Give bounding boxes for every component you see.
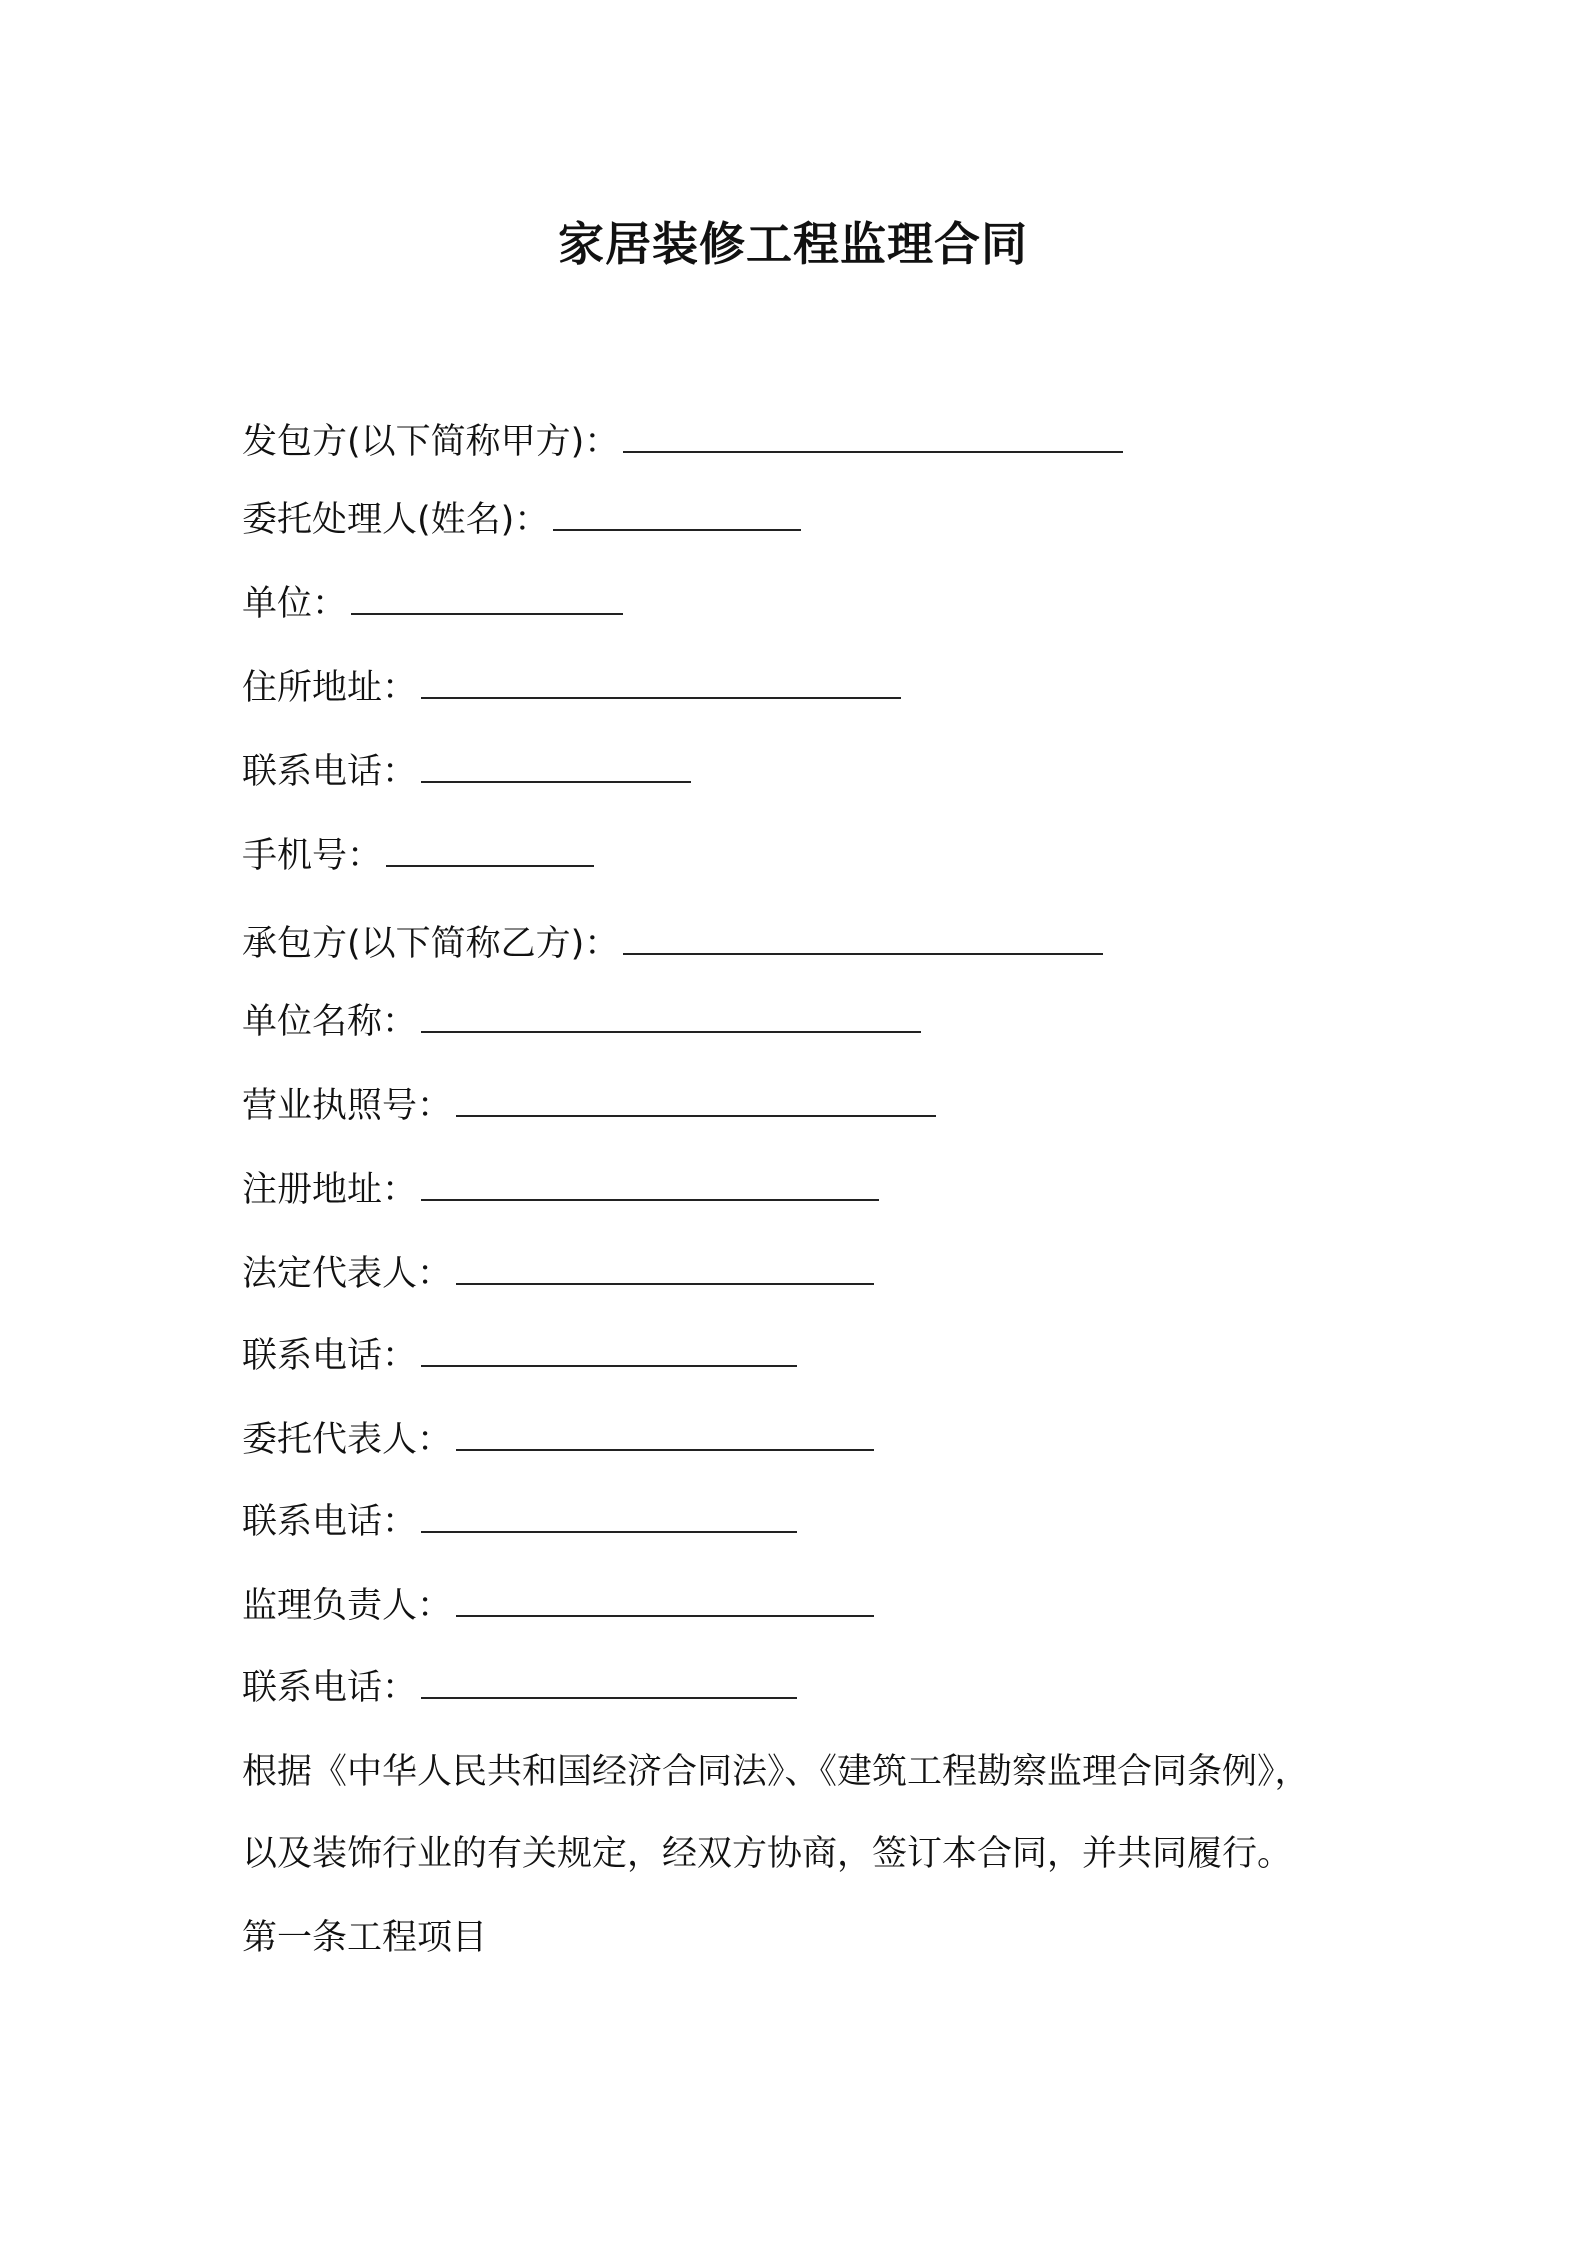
field-business-license bbox=[242, 1082, 936, 1130]
fill-in-blank[interactable] bbox=[386, 833, 594, 867]
fill-in-blank[interactable] bbox=[456, 1583, 874, 1617]
field-party-a-agent bbox=[242, 496, 801, 544]
field-label: 住所地址： bbox=[242, 668, 418, 708]
fill-in-blank[interactable] bbox=[456, 1083, 936, 1117]
fill-in-blank[interactable] bbox=[421, 1333, 797, 1367]
field-label: 联系电话： bbox=[242, 1336, 418, 1376]
field-label: 发包方(以下简称甲方)： bbox=[242, 422, 620, 462]
field-label: 联系电话： bbox=[242, 1502, 418, 1542]
fill-in-blank[interactable] bbox=[421, 665, 901, 699]
field-party-a-unit bbox=[242, 580, 623, 628]
field-label: 注册地址： bbox=[242, 1170, 418, 1210]
field-label: 营业执照号： bbox=[242, 1086, 453, 1126]
field-label: 承包方(以下简称乙方)： bbox=[242, 924, 620, 964]
field-label: 单位： bbox=[242, 584, 348, 624]
field-label: 委托代表人： bbox=[242, 1420, 453, 1460]
field-label: 手机号： bbox=[242, 836, 383, 876]
field-party-a-mobile bbox=[242, 832, 594, 880]
document-title: 家居装修工程监理合同 bbox=[558, 217, 1028, 271]
fill-in-blank[interactable] bbox=[456, 1417, 874, 1451]
fill-in-blank[interactable] bbox=[351, 581, 623, 615]
field-party-b bbox=[242, 920, 1103, 968]
fill-in-blank[interactable] bbox=[553, 497, 801, 531]
field-supervision-lead bbox=[242, 1582, 874, 1630]
field-label: 单位名称： bbox=[242, 1002, 418, 1042]
fill-in-blank[interactable] bbox=[421, 1167, 879, 1201]
field-authorized-rep-phone bbox=[242, 1498, 797, 1546]
fill-in-blank[interactable] bbox=[456, 1251, 874, 1285]
fill-in-blank[interactable] bbox=[421, 1665, 797, 1699]
field-label: 监理负责人： bbox=[242, 1586, 453, 1626]
preamble-line-1: 根据《中华人民共和国经济合同法》、《建筑工程勘察监理合同条例》， bbox=[242, 1752, 1310, 1792]
field-label: 委托处理人(姓名)： bbox=[242, 500, 550, 540]
field-legal-representative bbox=[242, 1250, 874, 1298]
field-party-a-phone bbox=[242, 748, 691, 796]
field-legal-rep-phone bbox=[242, 1332, 797, 1380]
preamble-line-2: 以及装饰行业的有关规定，经双方协商，签订本合同，并共同履行。 bbox=[242, 1834, 1293, 1874]
field-label: 法定代表人： bbox=[242, 1254, 453, 1294]
fill-in-blank[interactable] bbox=[421, 999, 921, 1033]
field-label: 联系电话： bbox=[242, 1668, 418, 1708]
section-heading: 第一条工程项目 bbox=[242, 1918, 488, 1958]
field-registered-address bbox=[242, 1166, 879, 1214]
fill-in-blank[interactable] bbox=[421, 749, 691, 783]
fill-in-blank[interactable] bbox=[421, 1499, 797, 1533]
field-party-a bbox=[242, 418, 1123, 466]
field-supervision-lead-phone bbox=[242, 1664, 797, 1712]
field-party-a-address bbox=[242, 664, 901, 712]
field-authorized-representative bbox=[242, 1416, 874, 1464]
field-label: 联系电话： bbox=[242, 752, 418, 792]
field-party-b-unit-name bbox=[242, 998, 921, 1046]
fill-in-blank[interactable] bbox=[623, 419, 1123, 453]
fill-in-blank[interactable] bbox=[623, 921, 1103, 955]
